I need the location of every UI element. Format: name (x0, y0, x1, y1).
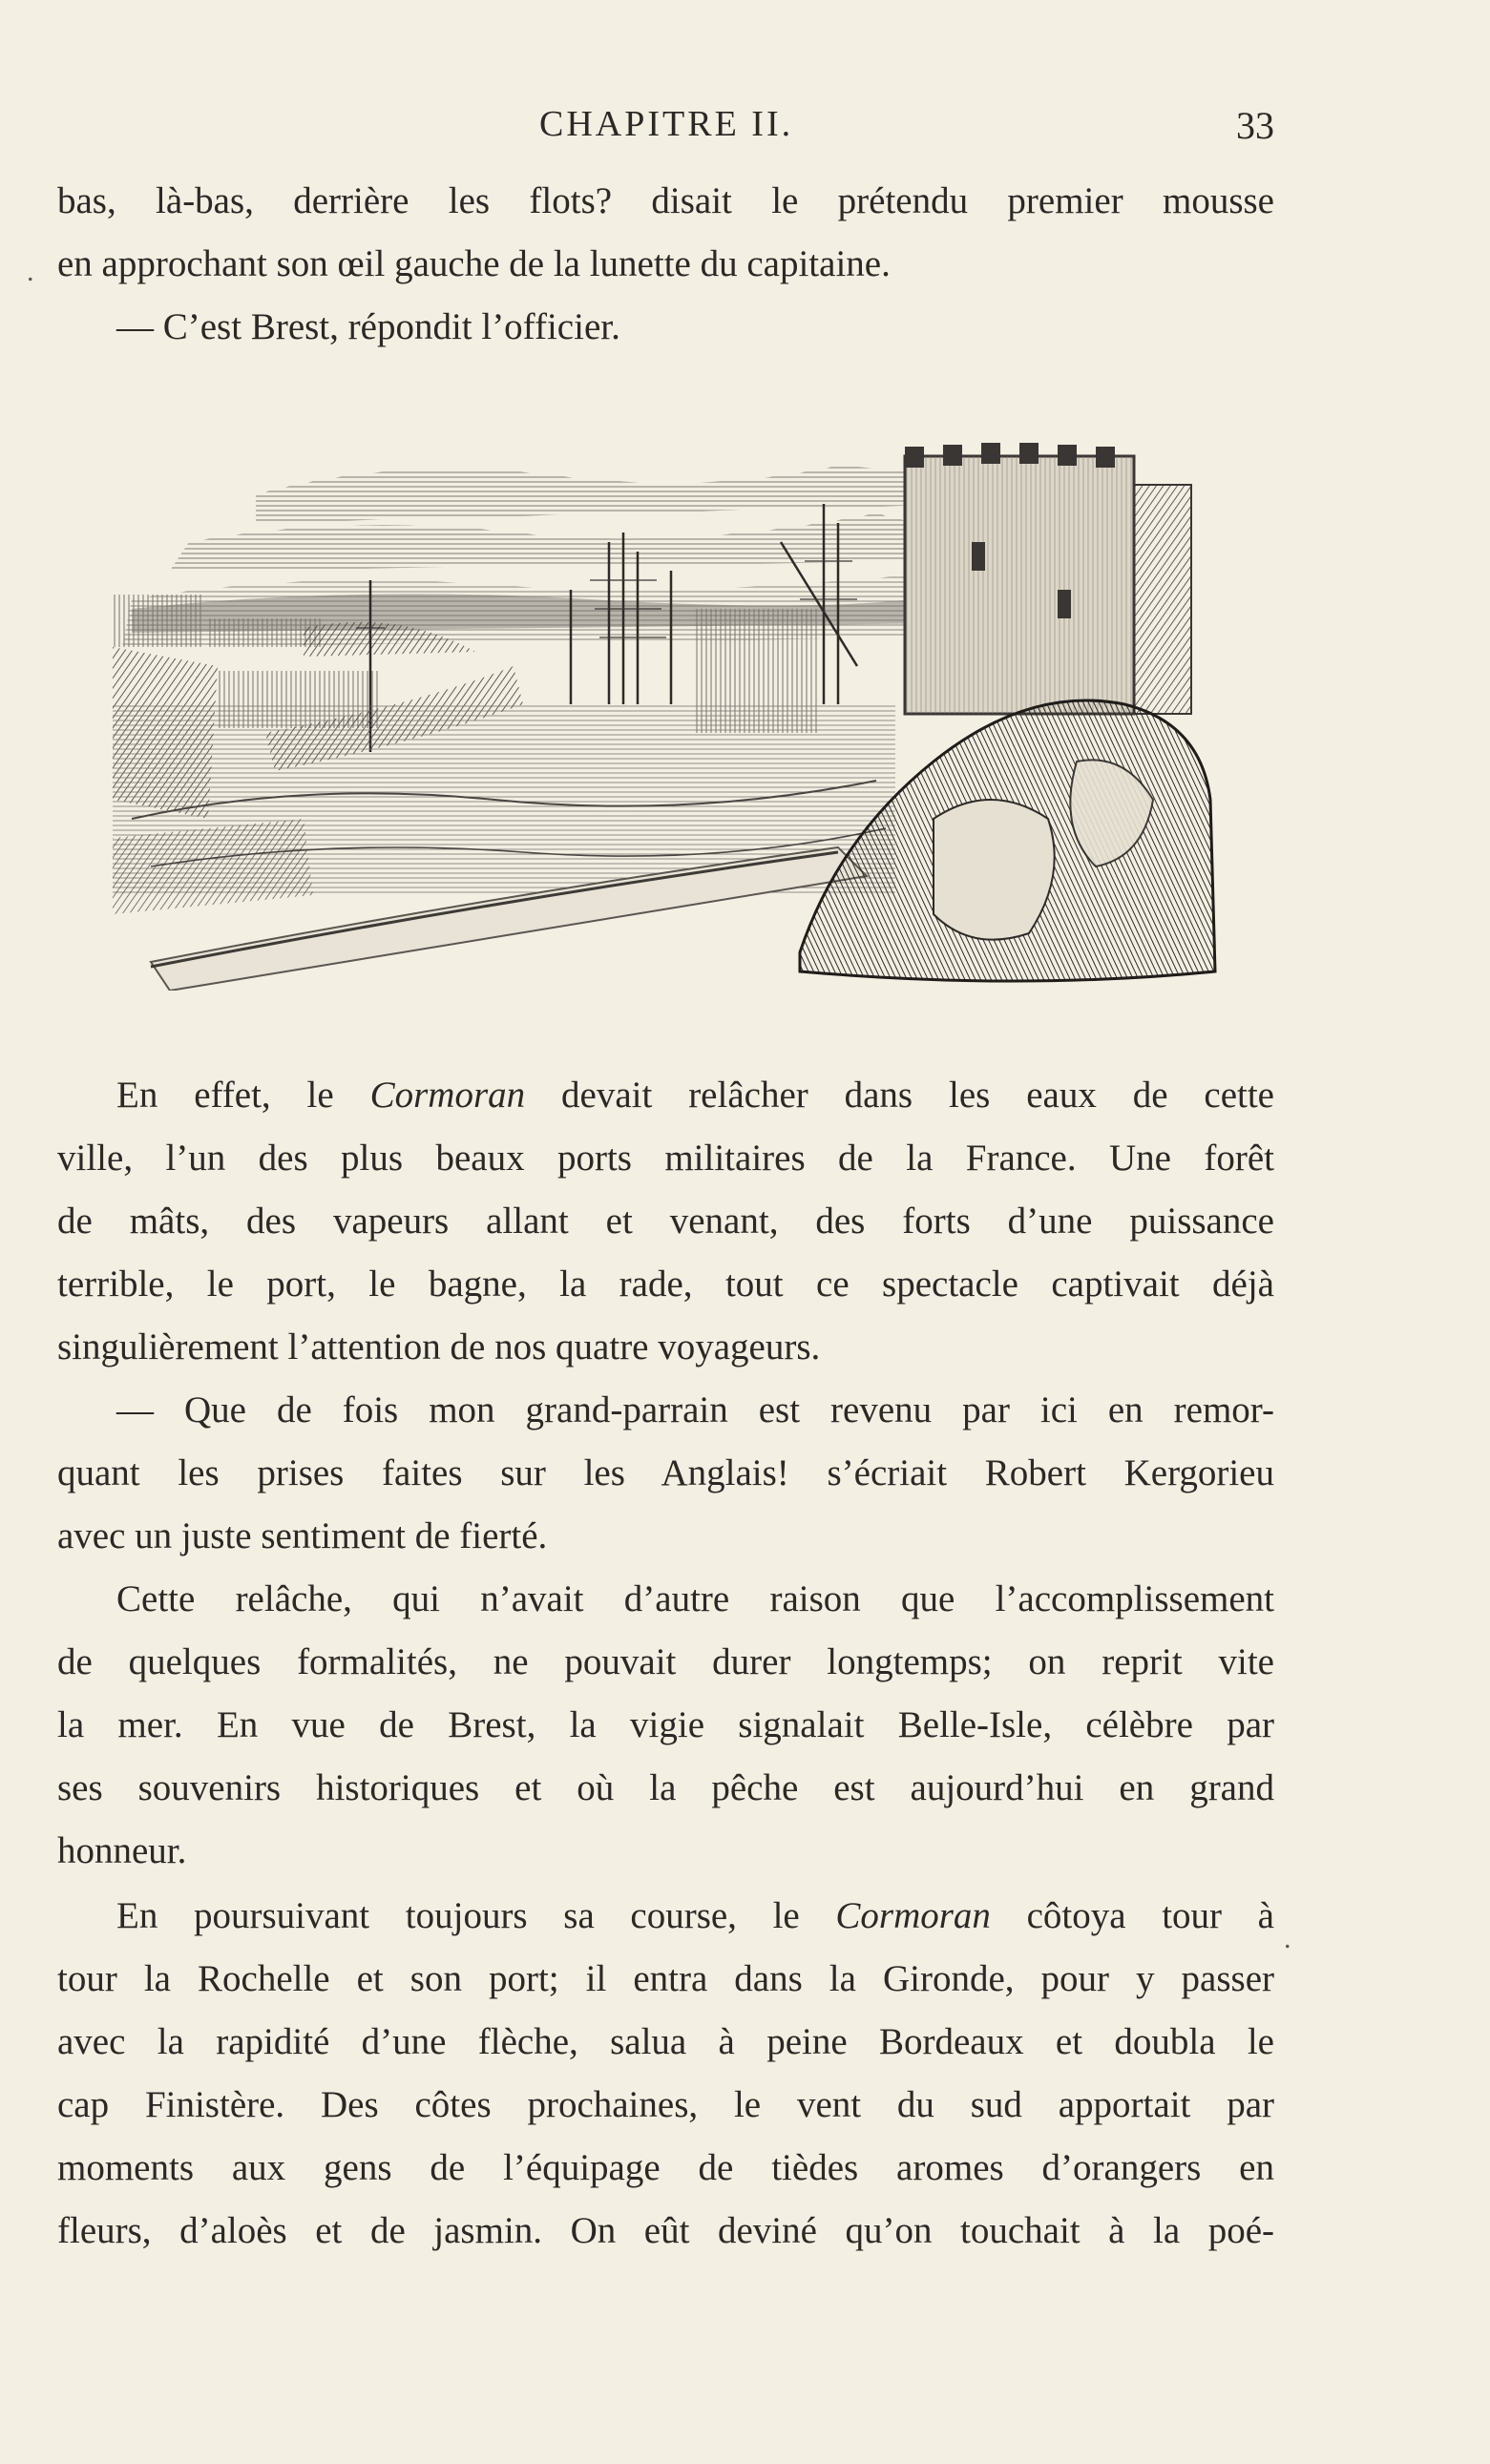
italic-ship-name: Cormoran (369, 1075, 526, 1116)
running-head (57, 103, 1274, 151)
paragraph-3 (57, 1568, 1274, 1883)
paragraph-4 (57, 1885, 1274, 2263)
text-line: avec un juste sentiment de fierté. (57, 1515, 548, 1556)
text-run: En effet, le (116, 1075, 370, 1116)
page-number: 33 (1236, 104, 1274, 147)
chapter-title: CHAPITRE II. (539, 104, 794, 144)
paragraph-2 (57, 1379, 1274, 1568)
text-line: cap Finistère. Des côtes prochaines, le vent du sud apportait par (57, 2084, 1274, 2125)
text-line: de quelques formalités, ne pouvait durer longtemps; on reprit vite (57, 1641, 1274, 1682)
harbor-engraving-icon (113, 418, 1220, 991)
text-line: tour la Rochelle et son port; il entra dans la Gironde, pour y passer (57, 1958, 1274, 1999)
text-run: En poursuivant toujours sa course, le (116, 1895, 836, 1936)
text-run: devait relâcher dans les eaux de cette (525, 1075, 1274, 1116)
opening-paragraph (57, 170, 1274, 359)
text-line: la mer. En vue de Brest, la vigie signalait Belle-Isle, célèbre par (57, 1704, 1274, 1745)
text-line: Cette relâche, qui n’avait d’autre raison que l’accomplissement (116, 1578, 1274, 1619)
paragraph-1 (57, 1064, 1274, 1379)
text-line: bas, là-bas, derrière les flots? disait le prétendu premier mousse (57, 180, 1274, 221)
text-line: de mâts, des vapeurs allant et venant, des forts d’une puissance (57, 1201, 1274, 1242)
right-buildings (695, 609, 819, 733)
text-line (57, 1885, 1274, 1948)
text-line: quant les prises faites sur les Anglais! s’écriait Robert Kergorieu (57, 1452, 1274, 1493)
text-line: singulièrement l’attention de nos quatre voyageurs. (57, 1326, 821, 1368)
text-line (57, 1064, 1274, 1127)
text-run: côtoya tour à (990, 1895, 1274, 1936)
text-line: terrible, le port, le bagne, la rade, tout ce spectacle captivait déjà (57, 1263, 1274, 1305)
text-line: ville, l’un des plus beaux ports militaires de la France. Une forêt (57, 1138, 1274, 1179)
italic-ship-name: Cormoran (835, 1895, 991, 1936)
text-line: avec la rapidité d’une flèche, salua à peine Bordeaux et doubla le (57, 2021, 1274, 2062)
margin-mark: . (27, 256, 34, 287)
text-line: honneur. (57, 1830, 187, 1871)
text-line: — Que de fois mon grand-parrain est revenu par ici en remor- (116, 1389, 1274, 1430)
text-line: moments aux gens de l’équipage de tièdes aromes d’orangers en (57, 2147, 1274, 2188)
text-line: en approchant son œil gauche de la lunette du capitaine. (57, 243, 891, 284)
fort-tower (905, 443, 1191, 714)
margin-mark: . (1284, 1923, 1291, 1954)
text-line: — C’est Brest, répondit l’officier. (116, 306, 620, 347)
text-line: ses souvenirs historiques et où la pêche est aujourd’hui en grand (57, 1767, 1274, 1808)
text-line: fleurs, d’aloès et de jasmin. On eût deviné qu’on touchait à la poé- (57, 2210, 1274, 2251)
